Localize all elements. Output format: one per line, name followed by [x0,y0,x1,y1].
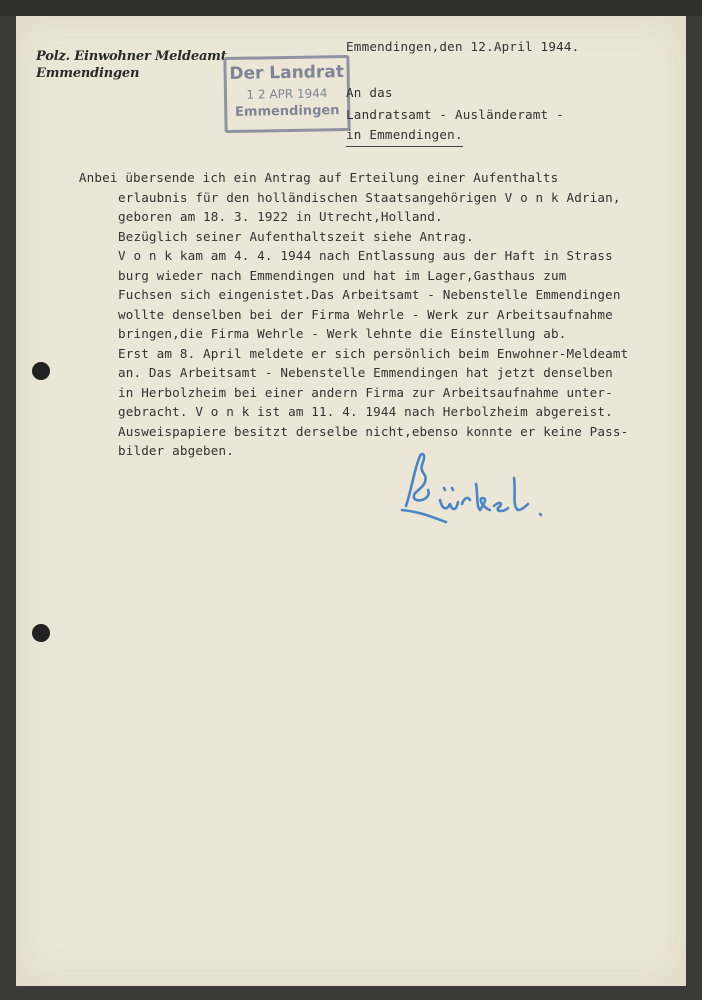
scan-top-edge [0,0,702,16]
recipient-line-1: An das [346,85,393,100]
body-line: burg wieder nach Emmendingen und hat im Lager,Gasthaus zum [118,267,567,283]
sender-office: Polz. Einwohner Meldeamt [36,49,227,64]
recipient-line-2: Landratsamt - Ausländeramt - [346,107,564,122]
handwritten-signature [392,448,552,538]
body-line: Erst am 8. April meldete er sich persönlich beim Enwohner-Meldeamt [118,345,629,361]
punch-hole-lower [32,624,50,642]
body-line: Bezüglich seiner Aufenthaltszeit siehe Antrag. [118,228,474,244]
stamp-date: 1 2 APR 1944 [246,86,328,102]
signature-drawing [392,448,552,538]
body-line: erlaubnis für den holländischen Staatsangehörigen V o n k Adrian, [118,189,621,205]
body-line: Ausweispapiere besitzt derselbe nicht,ebenso konnte er keine Pass- [118,423,629,439]
letter-body [48,168,698,461]
letter-page [16,16,686,986]
body-line: Anbei übersende ich ein Antrag auf Erteilung einer Aufenthalts [48,170,559,185]
body-line: V o n k kam am 4. 4. 1944 nach Entlassung aus der Haft in Strass [118,248,613,263]
recipient-line-3: in Emmendingen. [346,124,463,147]
received-stamp [223,55,350,133]
body-line: bringen,die Firma Wehrle - Werk lehnte die Einstellung ab. [118,326,567,341]
body-line: wollte denselben bei der Firma Wehrle - Werk zur Arbeitsaufnahme [118,306,613,322]
sender-letterhead [36,48,227,82]
body-line: Fuchsen sich eingenistet.Das Arbeitsamt - Nebenstelle Emmendingen [118,287,621,302]
body-line: geboren am 18. 3. 1922 in Utrecht,Holland. [118,209,443,224]
dateline: Emmendingen,den 12.April 1944. [346,39,580,54]
punch-hole-upper [32,362,50,380]
body-line: an. Das Arbeitsamt - Nebenstelle Emmendingen hat jetzt denselben [118,365,613,380]
stamp-title: Der Landrat [229,62,345,85]
body-line: gebracht. V o n k ist am 11. 4. 1944 nach Herbolzheim abgereist. [118,404,613,419]
sender-town: Emmendingen [36,66,140,81]
stamp-place: Emmendingen [234,103,340,120]
body-line: in Herbolzheim bei einer andern Firma zur Arbeitsaufnahme unter- [118,384,613,400]
body-line: bilder abgeben. [118,443,234,458]
